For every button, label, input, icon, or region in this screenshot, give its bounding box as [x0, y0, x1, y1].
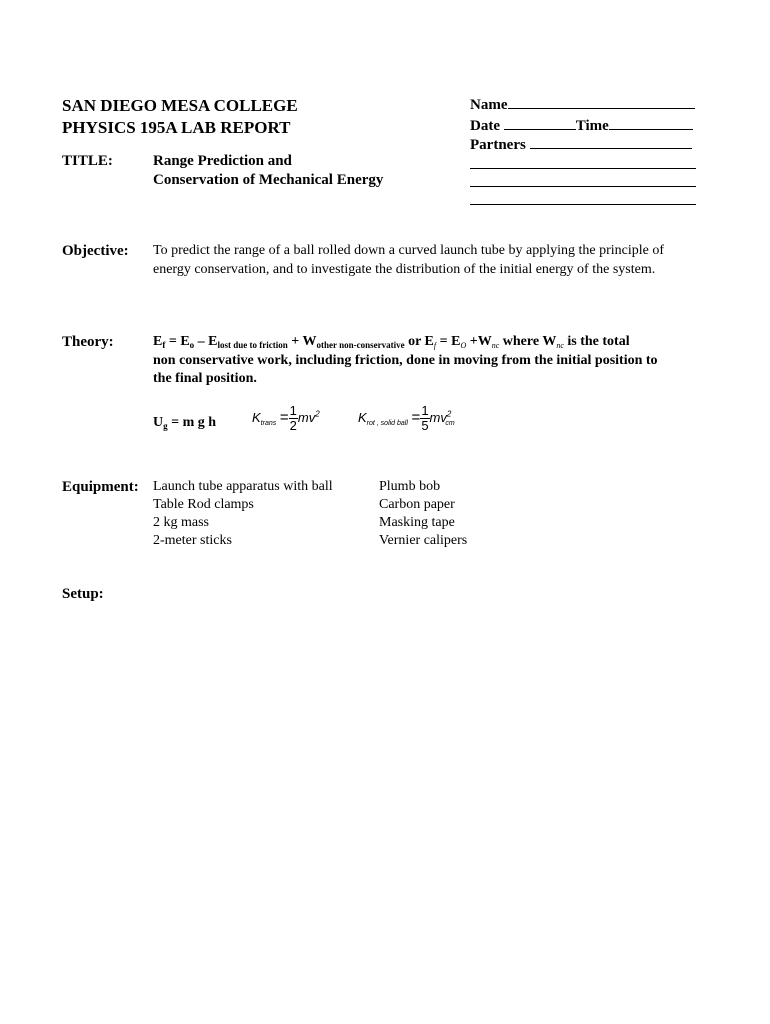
objective-line-1: To predict the range of a ball rolled down a curved launch tube by applying the principle of: [153, 243, 665, 258]
course-title: PHYSICS 195A LAB REPORT: [62, 118, 291, 137]
name-field[interactable]: [470, 96, 695, 114]
objective-label: Objective:: [62, 243, 129, 259]
partners-line: [530, 136, 692, 149]
partners-line-3[interactable]: [470, 186, 696, 187]
rotational-ke-formula: $K_{rot , solid ball}$ = $\frac{1}{5}$ $mv^2_{cm}$: [358, 403, 455, 433]
partners-field[interactable]: [470, 136, 692, 154]
theory-line-2: non conservative work, including friction, done in moving from the initial position to: [153, 353, 658, 368]
equipment-label: Equipment:: [62, 479, 139, 495]
objective-line-2: energy conservation, and to investigate the distribution of the initial energy of the system.: [153, 262, 656, 277]
name-label: Name: [470, 97, 508, 113]
theory-line-3: the final position.: [153, 371, 257, 386]
equipment-item: Table Rod clamps: [153, 497, 254, 512]
theory-label: Theory:: [62, 334, 114, 350]
date-time-field[interactable]: [470, 117, 693, 135]
date-line: [504, 117, 576, 130]
equipment-item: Carbon paper: [379, 497, 455, 512]
equipment-item: 2 kg mass: [153, 515, 209, 530]
potential-energy-formula: $U_g = m$ g h: [153, 415, 217, 431]
partners-line-2[interactable]: [470, 168, 696, 169]
date-label: Date: [470, 118, 500, 134]
name-line: [508, 96, 695, 109]
time-label: Time: [575, 118, 609, 134]
equipment-item: 2-meter sticks: [153, 533, 232, 548]
translational-ke-formula: $K_{trans}$ = $\frac{1}{2}$ $mv^2$: [252, 403, 320, 433]
time-line: [609, 117, 693, 130]
equipment-item: Launch tube apparatus with ball: [153, 479, 333, 494]
equipment-item: Masking tape: [379, 515, 455, 530]
title-line-1: Range Prediction and: [153, 153, 292, 169]
title-line-2: Conservation of Mechanical Energy: [153, 172, 384, 188]
equipment-item: Plumb bob: [379, 479, 441, 494]
partners-line-4[interactable]: [470, 204, 696, 205]
partners-label: Partners: [470, 137, 526, 153]
setup-label: Setup:: [62, 586, 104, 602]
theory-equation: $E_f = E_o - E_{lost due to friction} + W_{other non-conservative}$ or $E_f = E_O +W_{nc}$ where $W_{nc}$ is the total: [153, 334, 630, 350]
title-label: TITLE:: [62, 153, 113, 169]
school-name: SAN DIEGO MESA COLLEGE: [62, 96, 298, 115]
equipment-item: Vernier calipers: [379, 533, 468, 548]
